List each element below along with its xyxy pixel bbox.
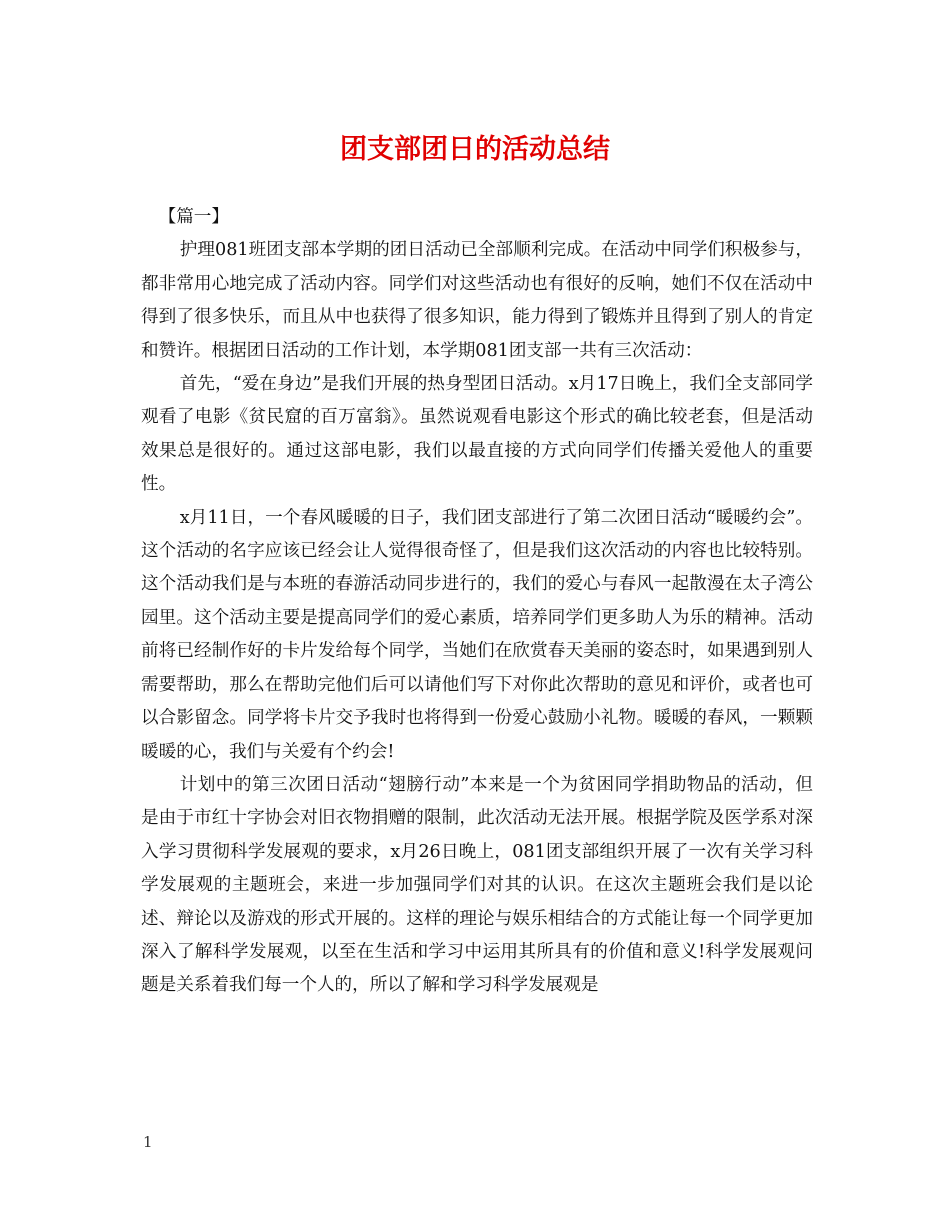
page-number: 1 bbox=[143, 1133, 153, 1151]
section-label: 【篇一】 bbox=[158, 207, 229, 227]
paragraph-intro: 护理081班团支部本学期的团日活动已全部顺利完成。在活动中同学们积极参与，都非常用心地完成了活动内容。同学们对这些活动也有很好的反响，她们不仅在活动中得到了很多快乐，而且从中也获得了很多知识，能力得到了锻炼并且得到了别人的肯定和赞许。根据团日活动的工作计划，本学期081团支部一共有三次活动： bbox=[141, 240, 813, 361]
document-body bbox=[141, 201, 813, 1003]
paragraph-second-activity: x月11日，一个春风暖暖的日子，我们团支部进行了第二次团日活动“暖暖约会”。这个活动的名字应该已经会让人觉得很奇怪了，但是我们这次活动的内容也比较特别。这个活动我们是与本班的春游活动同步进行的，我们的爱心与春风一起散漫在太子湾公园里。这个活动主要是提高同学们的爱心素质，培养同学们更多助人为乐的精神。活动前将已经制作好的卡片发给每个同学，当她们在欣赏春天美丽的姿态时，如果遇到别人需要帮助，那么在帮助完他们后可以请他们写下对你此次帮助的意见和评价，或者也可以合影留念。同学将卡片交予我时也将得到一份爱心鼓励小礼物。暖暖的春风，一颗颗暖暖的心，我们与关爱有个约会! bbox=[141, 507, 813, 762]
paragraph-third-activity: 计划中的第三次团日活动“翅膀行动”本来是一个为贫困同学捐助物品的活动，但是由于市红十字协会对旧衣物捐赠的限制，此次活动无法开展。根据学院及医学系对深入学习贯彻科学发展观的要求，x月26日晚上，081团支部组织开展了一次有关学习科学发展观的主题班会，来进一步加强同学们对其的认识。在这次主题班会我们是以论述、辩论以及游戏的形式开展的。这样的理论与娱乐相结合的方式能让每一个同学更加深入了解科学发展观，以至在生活和学习中运用其所具有的价值和意义!科学发展观问题是关系着我们每一个人的，所以了解和学习科学发展观是 bbox=[141, 774, 813, 996]
document-title: 团支部团日的活动总结 bbox=[340, 134, 610, 165]
paragraph-first-activity: 首先，“爱在身边”是我们开展的热身型团日活动。x月17日晚上，我们全支部同学观看了电影《贫民窟的百万富翁》。虽然说观看电影这个形式的确比较老套，但是活动效果总是很好的。通过这部电影，我们以最直接的方式向同学们传播关爱他人的重要性。 bbox=[141, 374, 813, 495]
